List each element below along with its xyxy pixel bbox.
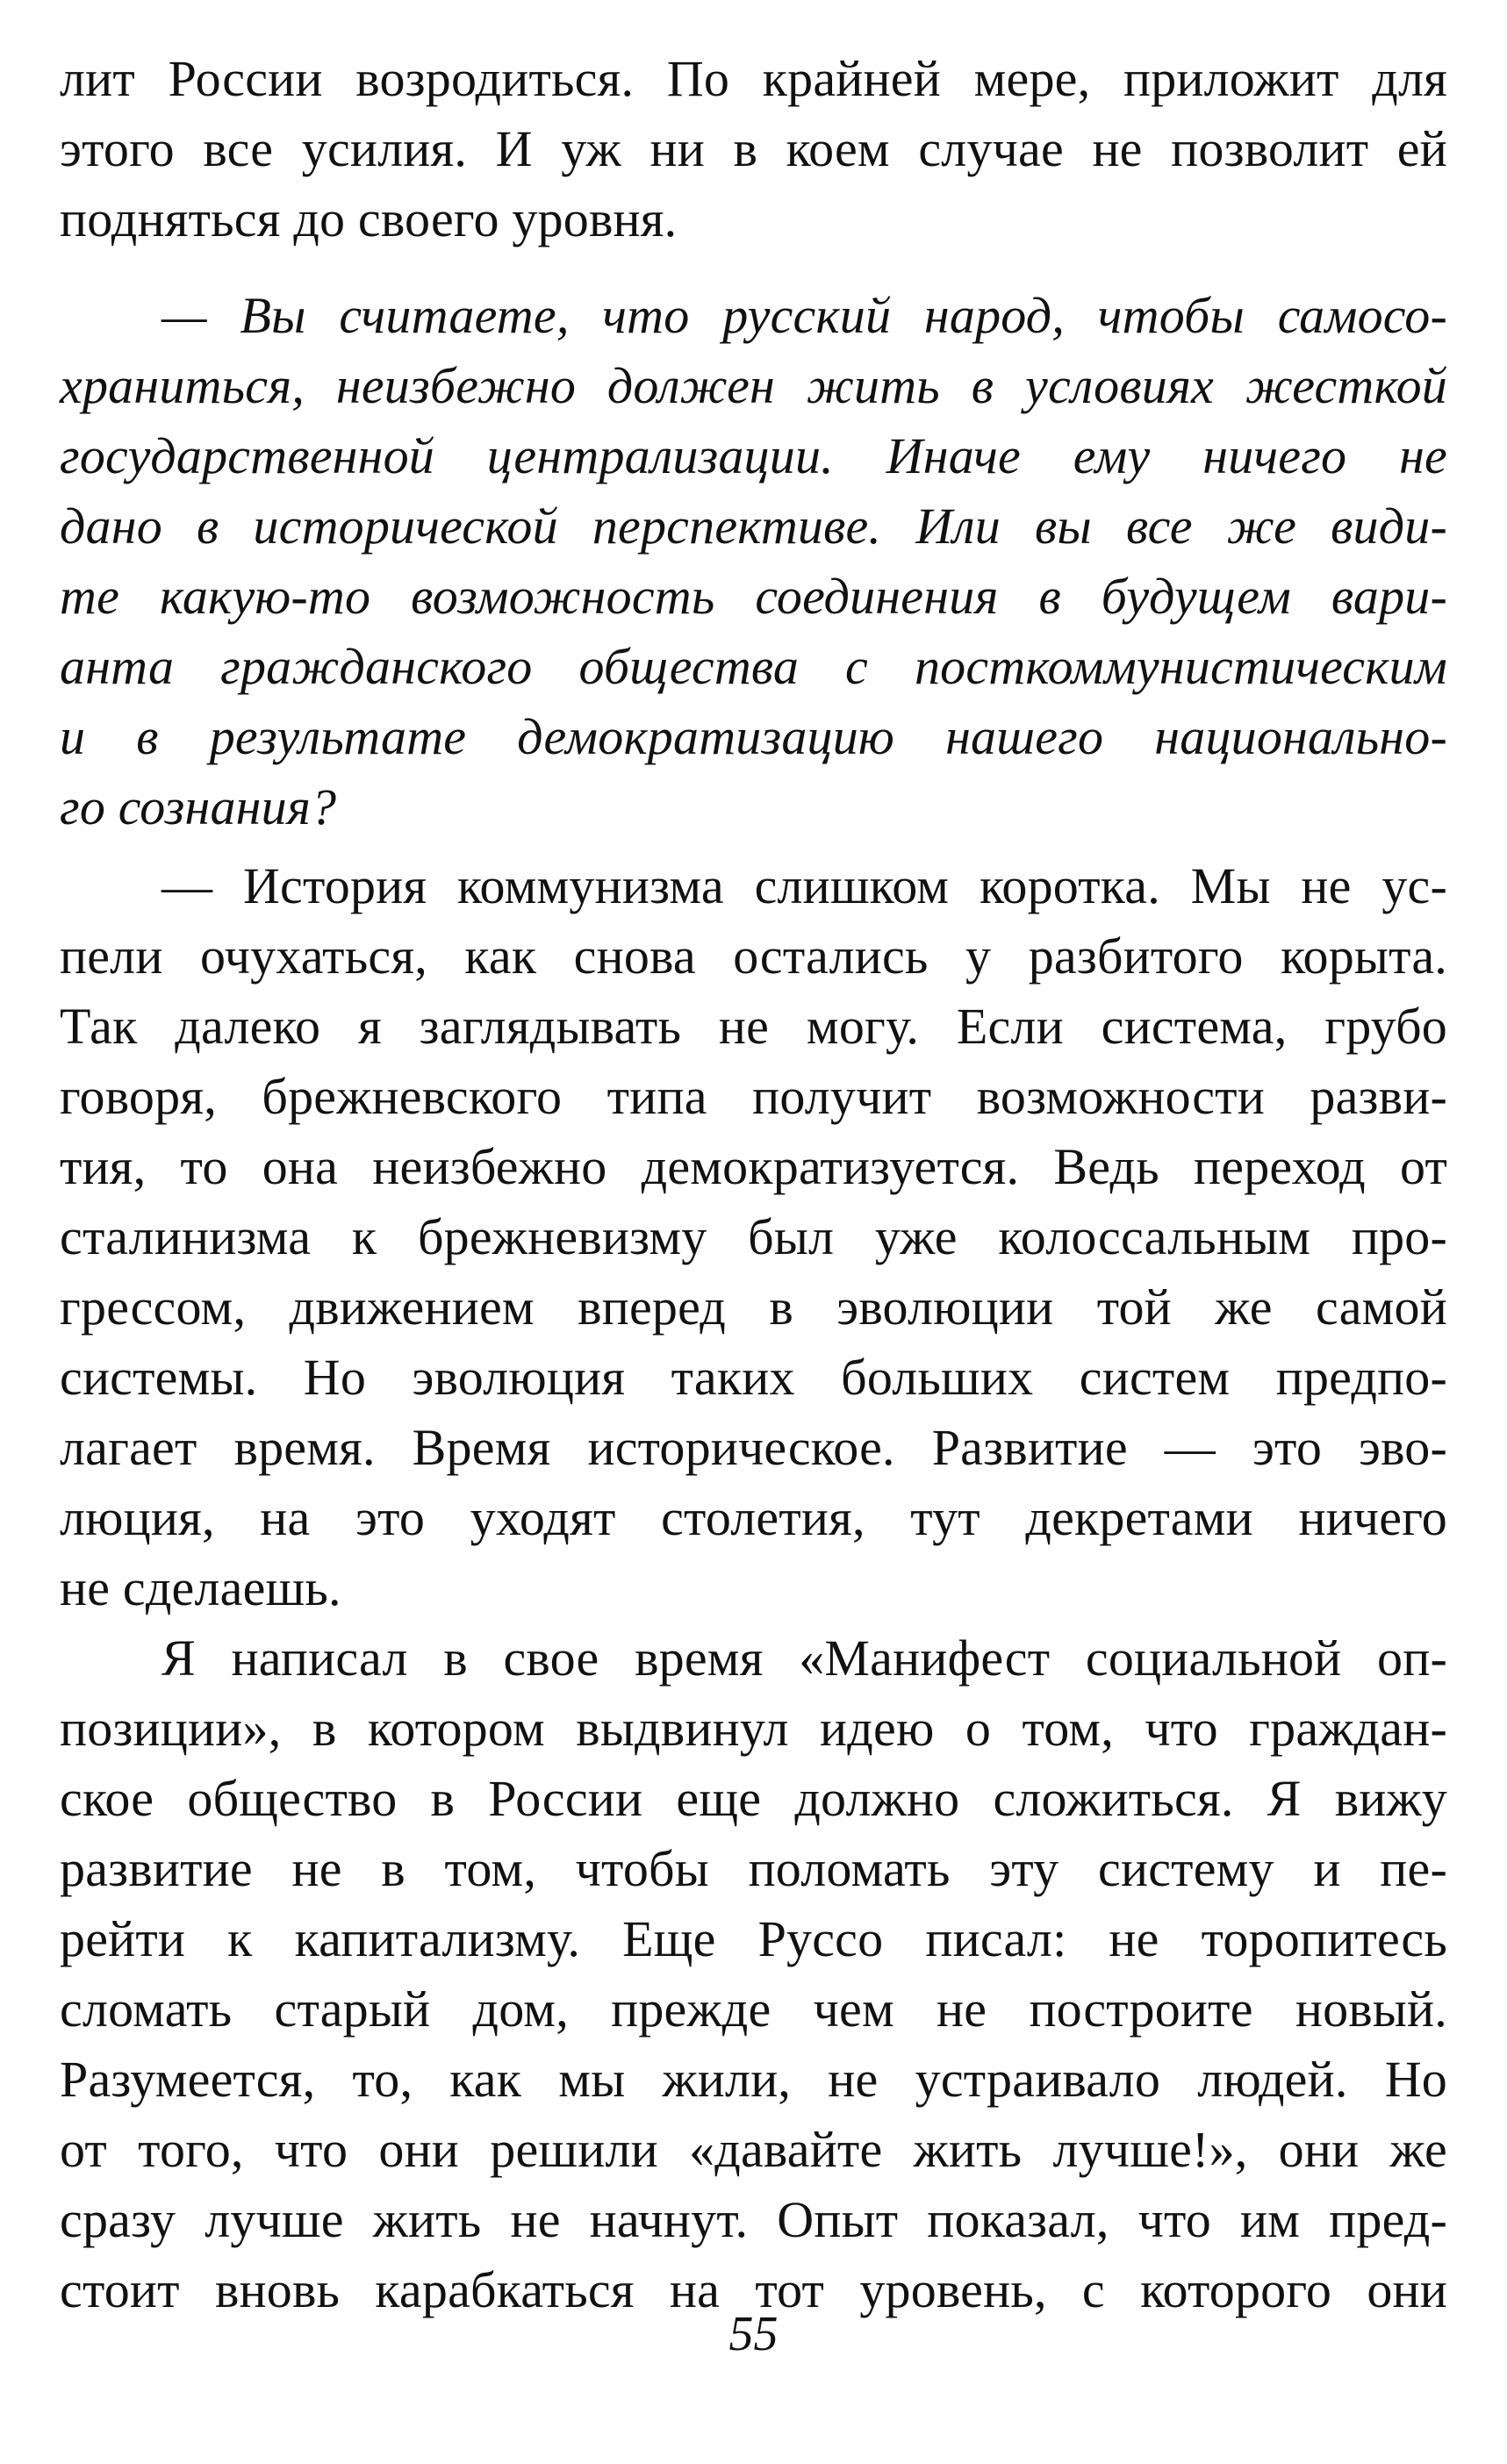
text-line: дано в исторической перспективе. Или вы все же види- (60, 498, 1447, 555)
text-line: те какую-то возможность соединения в будущем вари- (60, 568, 1447, 625)
text-line: тия, то она неизбежно демократизуется. Ведь переход от (60, 1138, 1447, 1195)
text-line: анта гражданского общества с посткоммунистическим (60, 638, 1447, 695)
text-line: — История коммунизма слишком коротка. Мы не ус- (161, 857, 1447, 914)
text-line: и в результате демократизацию нашего национально- (60, 708, 1447, 765)
text-line: государственной централизации. Иначе ему ничего не (60, 427, 1447, 484)
text-line: ское общество в России еще должно сложиться. Я вижу (60, 1770, 1447, 1827)
text-line: позиции», в котором выдвинул идею о том, что граждан- (60, 1700, 1447, 1757)
text-line: лагает время. Время историческое. Развитие — это эво- (60, 1419, 1447, 1476)
paragraph-4 (60, 1623, 1447, 2325)
text-line: сломать старый дом, прежде чем не построите новый. (60, 1981, 1447, 2038)
text-line: от того, что они решили «давайте жить лучше!», они же (60, 2121, 1447, 2178)
text-line: Разумеется, то, как мы жили, не устраивало людей. Но (60, 2051, 1447, 2108)
text-line: сразу лучше жить не начнут. Опыт показал, что им пред- (60, 2191, 1447, 2248)
page-number: 55 (728, 2307, 779, 2361)
text-line: системы. Но эволюция таких больших систем предпо- (60, 1349, 1447, 1406)
text-line: лит России возродиться. По крайней мере, приложит для (60, 50, 1447, 107)
text-line: го сознания? (60, 778, 337, 835)
text-line: подняться до своего уровня. (60, 190, 678, 247)
text-line: развитие не в том, чтобы поломать эту систему и пе- (60, 1840, 1447, 1897)
text-line: сталинизма к брежневизму был уже колоссальным про- (60, 1208, 1447, 1265)
text-line: стоит вновь карабкаться на тот уровень, с которого они (60, 2261, 1447, 2318)
text-line: говоря, брежневского типа получит возможности разви- (60, 1068, 1447, 1125)
text-line: — Вы считаете, что русский народ, чтобы самосо- (161, 287, 1447, 344)
text-line: рейти к капитализму. Еще Руссо писал: не торопитесь (60, 1910, 1447, 1967)
text-line: не сделаешь. (60, 1559, 341, 1616)
text-line: грессом, движением вперед в эволюции той же самой (60, 1279, 1447, 1336)
text-line: пели очухаться, как снова остались у разбитого корыта. (60, 928, 1447, 985)
paragraph-1 (60, 44, 1447, 254)
text-line: люция, на это уходят столетия, тут декретами ничего (60, 1489, 1447, 1546)
question-paragraph (60, 281, 1447, 842)
text-line: Я написал в свое время «Манифест социальной оп- (161, 1630, 1447, 1687)
answer-paragraph (60, 851, 1447, 1623)
text-line: этого все усилия. И уж ни в коем случае не позволит ей (60, 120, 1447, 177)
text-line: храниться, неизбежно должен жить в условиях жесткой (60, 357, 1447, 414)
text-line: Так далеко я заглядывать не могу. Если система, грубо (60, 998, 1447, 1055)
